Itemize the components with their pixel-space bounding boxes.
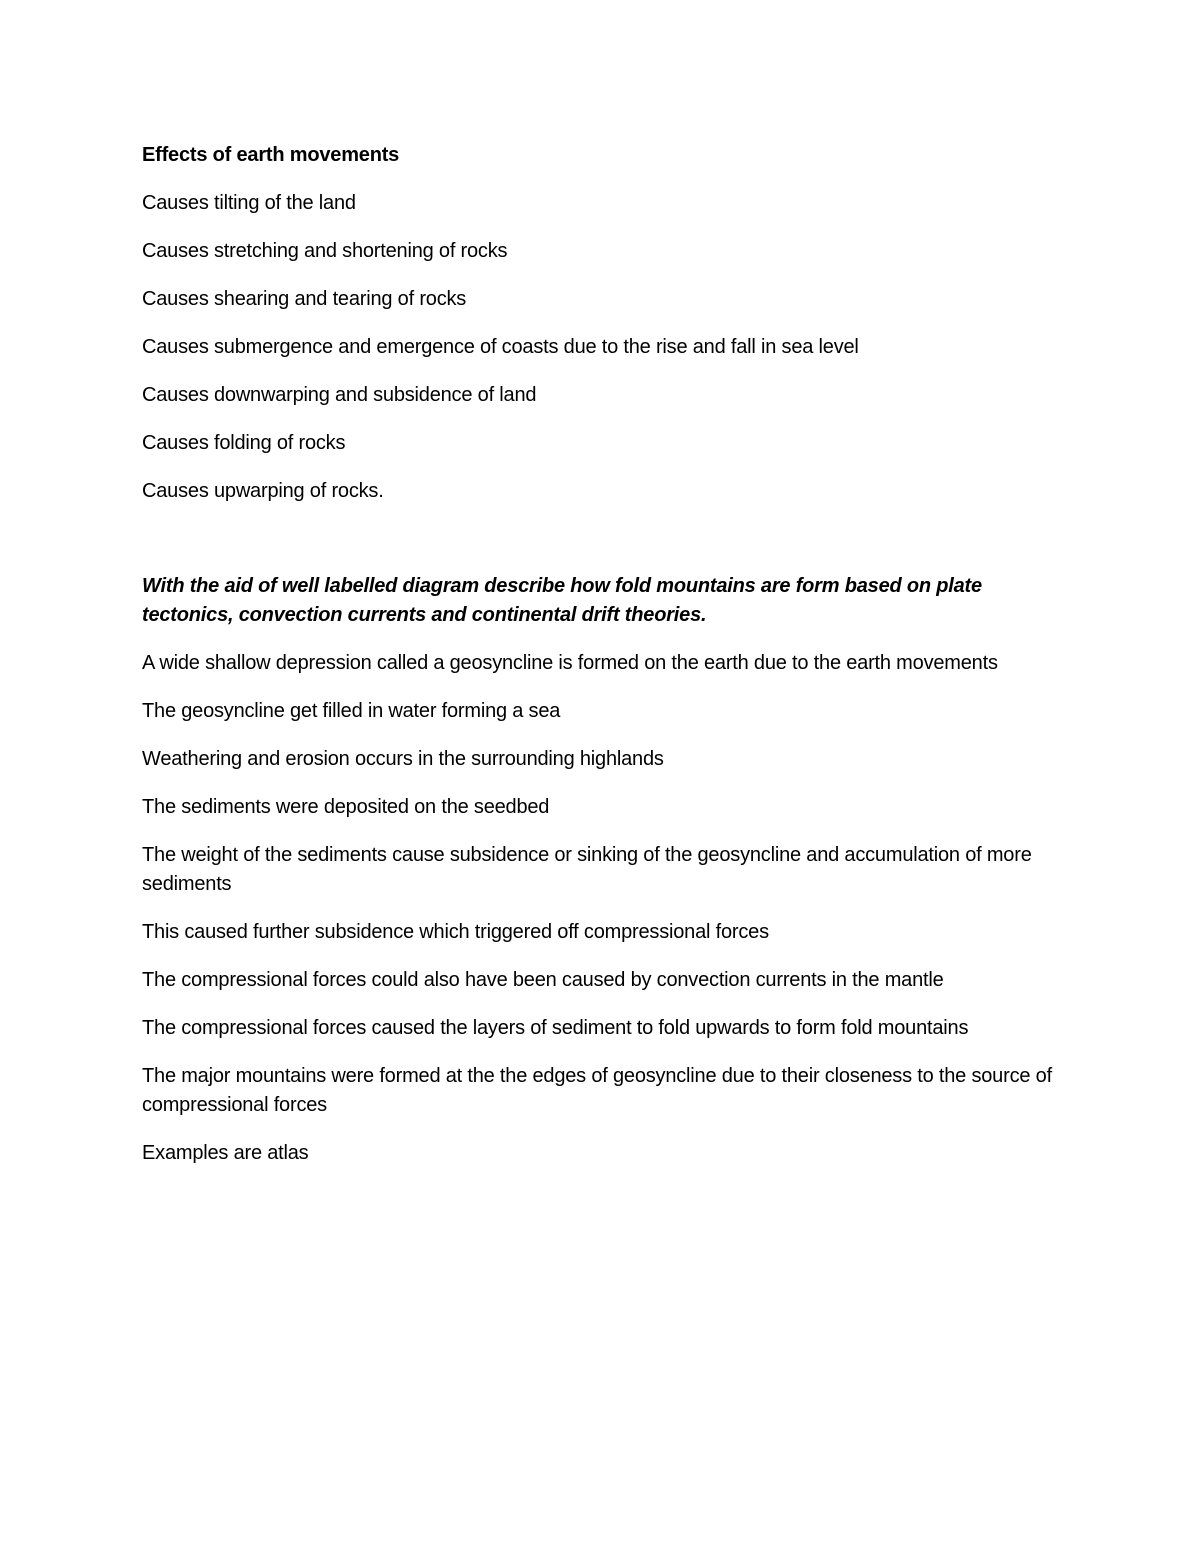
answer-item: This caused further subsidence which triggered off compressional forces — [142, 921, 769, 943]
effect-item: Causes upwarping of rocks. — [142, 480, 384, 502]
question-text: With the aid of well labelled diagram describe how fold mountains are form based on plate tectonics, convection currents and continental drift theories. — [142, 575, 982, 626]
answer-item: The major mountains were formed at the the edges of geosyncline due to their closeness to the source of compressional forces — [142, 1065, 1052, 1116]
answer-item: A wide shallow depression called a geosyncline is formed on the earth due to the earth movements — [142, 652, 998, 674]
document-body — [142, 141, 1072, 1187]
section-heading: Effects of earth movements — [142, 144, 400, 166]
answer-item: The weight of the sediments cause subsidence or sinking of the geosyncline and accumulation of more sediments — [142, 844, 1032, 895]
effect-item: Causes stretching and shortening of rocks — [142, 240, 508, 262]
answer-item: Examples are atlas — [142, 1142, 309, 1164]
effect-item: Causes shearing and tearing of rocks — [142, 288, 467, 310]
effect-item: Causes downwarping and subsidence of land — [142, 384, 537, 406]
answer-item: The compressional forces caused the layers of sediment to fold upwards to form fold mountains — [142, 1017, 969, 1039]
answer-item: The compressional forces could also have been caused by convection currents in the mantle — [142, 969, 944, 991]
answer-item: Weathering and erosion occurs in the surrounding highlands — [142, 748, 664, 770]
effect-item: Causes folding of rocks — [142, 432, 346, 454]
answer-item: The geosyncline get filled in water forming a sea — [142, 700, 561, 722]
effect-item: Causes submergence and emergence of coasts due to the rise and fall in sea level — [142, 336, 859, 358]
effect-item: Causes tilting of the land — [142, 192, 356, 214]
answer-item: The sediments were deposited on the seedbed — [142, 796, 550, 818]
